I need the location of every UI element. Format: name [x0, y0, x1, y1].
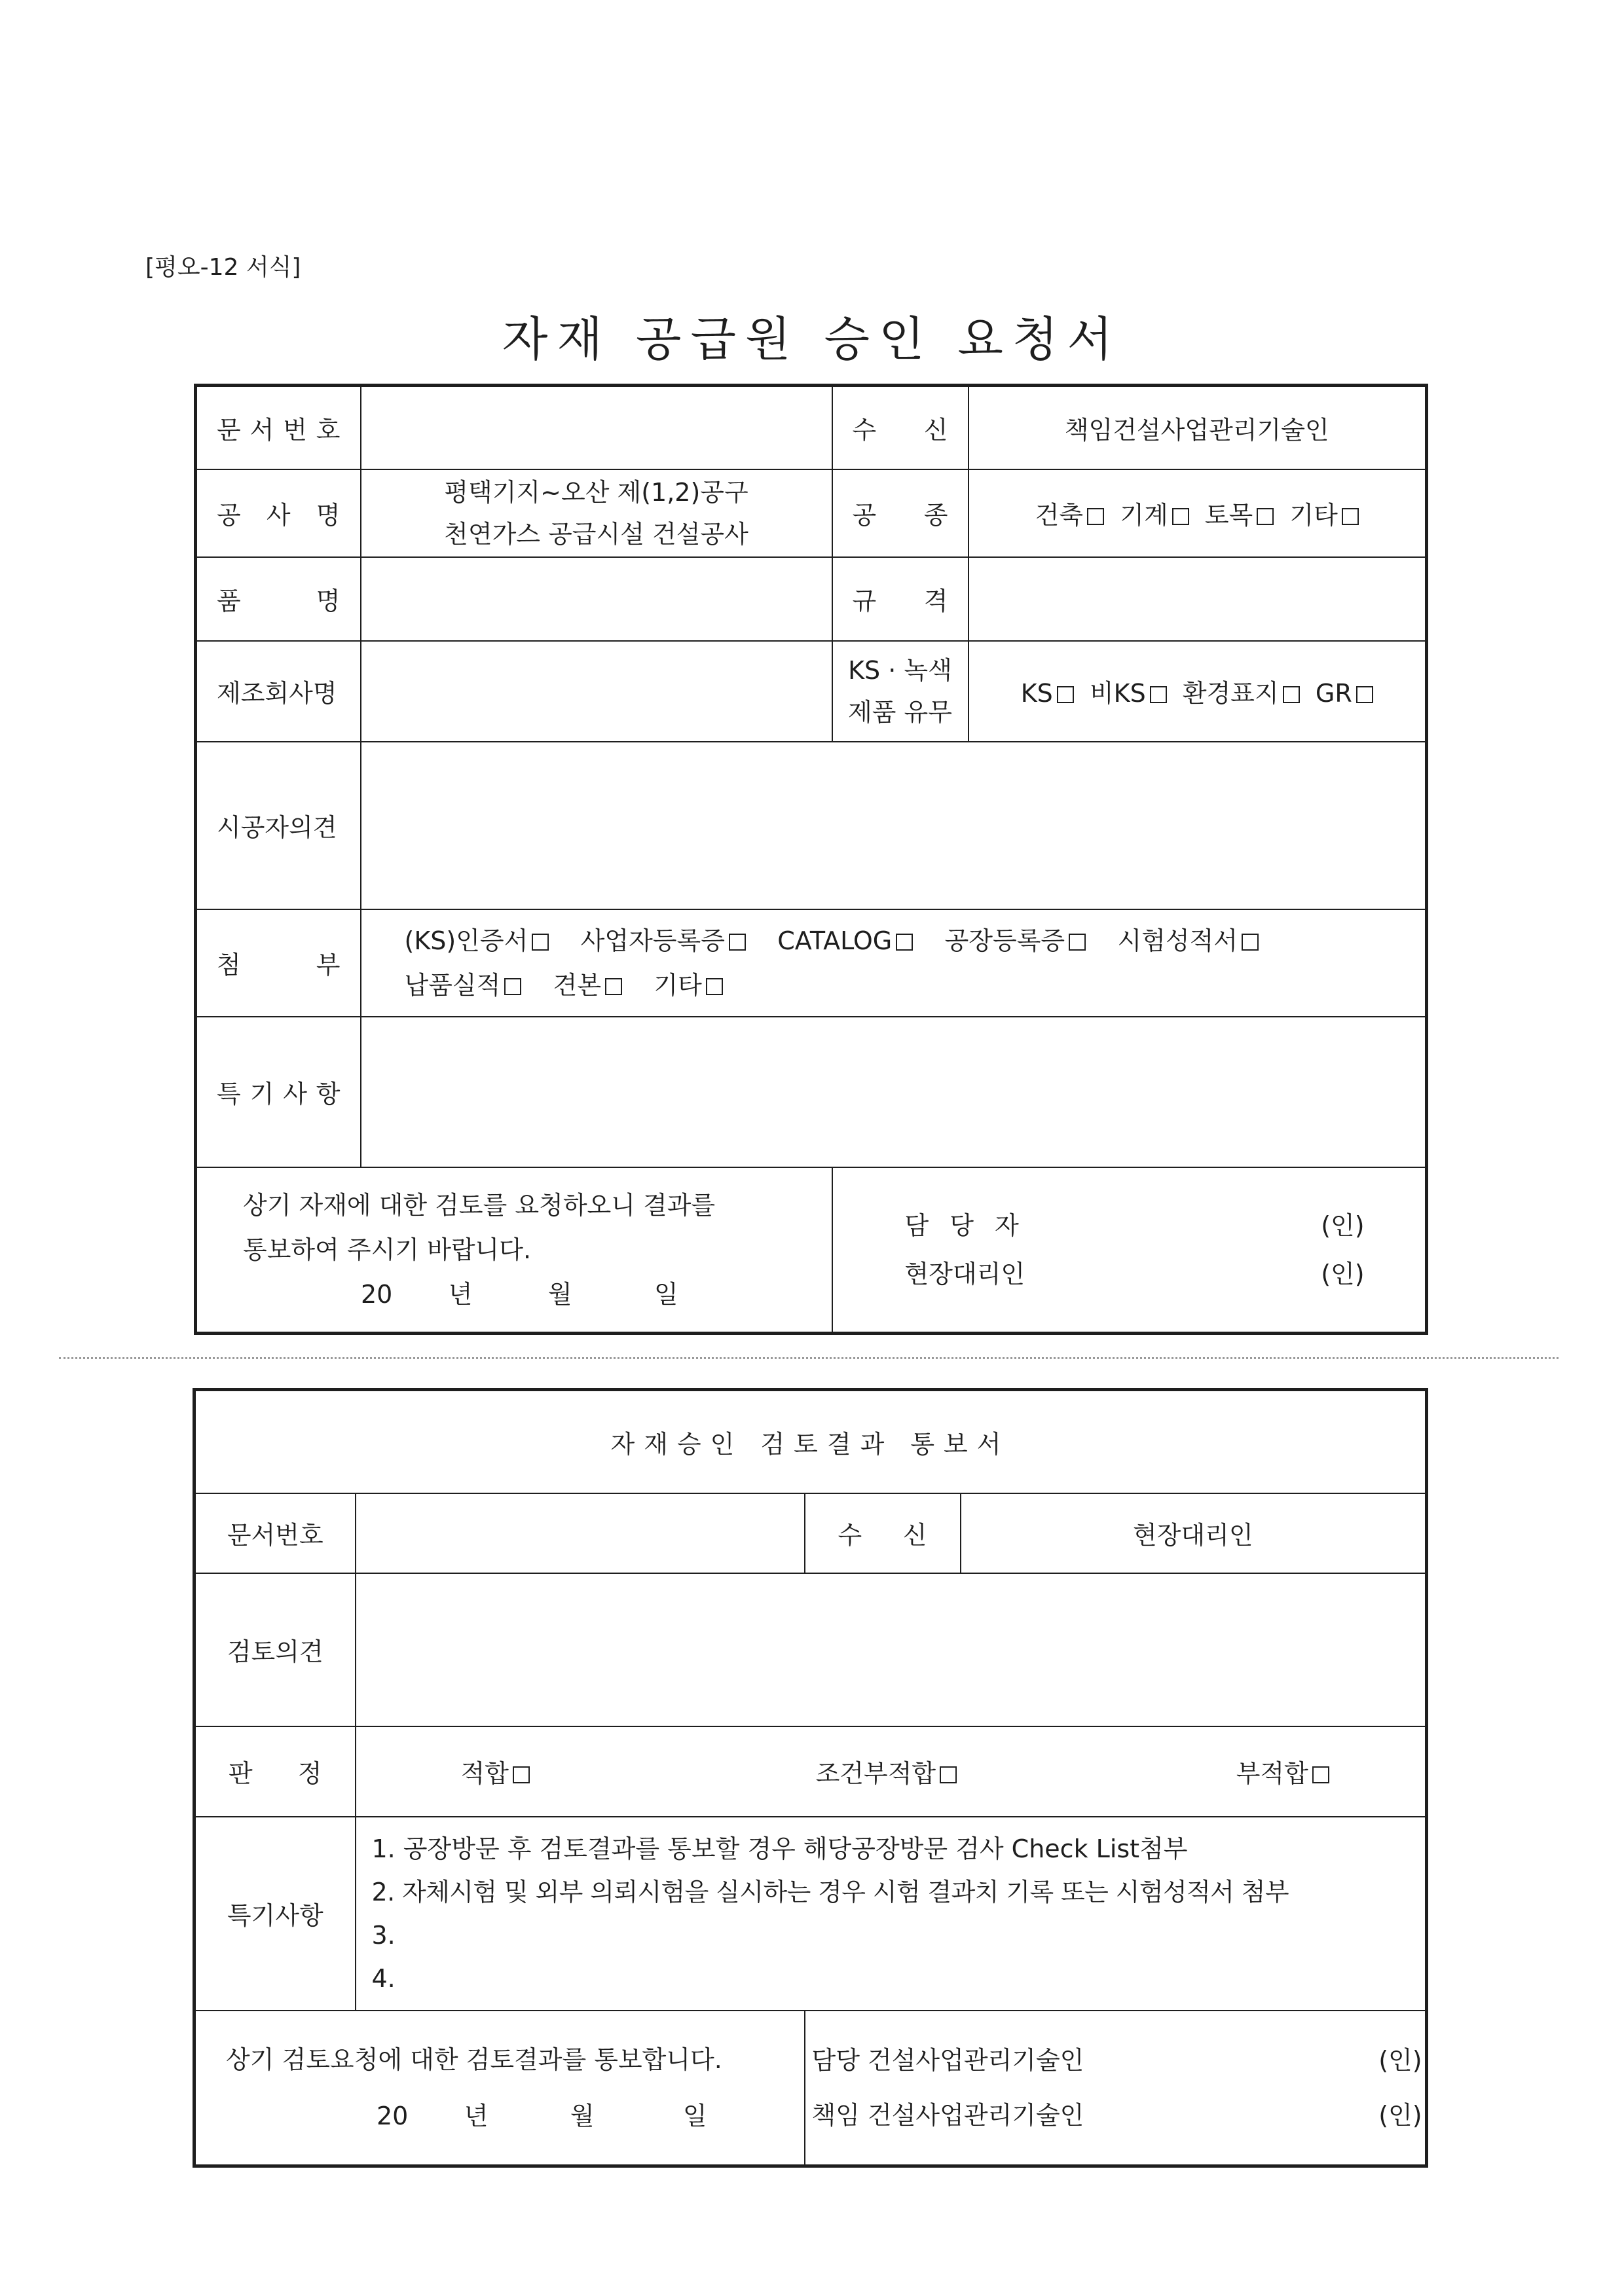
checkbox[interactable] [1150, 686, 1167, 703]
checkbox[interactable] [504, 978, 521, 995]
ks-option-gr[interactable]: GR [1316, 679, 1373, 708]
judgement-pass[interactable]: 적합 [461, 1753, 808, 1789]
checkbox[interactable] [1342, 508, 1359, 525]
attach-test-report[interactable]: 시험성적서 [1117, 926, 1259, 955]
work-type-mechanical[interactable]: 기계 [1120, 495, 1189, 531]
recipient-value[interactable]: 책임건설사업관리기술인 [969, 386, 1427, 469]
form-code: [평오-12 서식] [145, 254, 301, 281]
checkbox[interactable] [1283, 686, 1300, 703]
signer-staff-row[interactable]: 담 당 자 (인) [904, 1211, 1365, 1240]
result-form [193, 1388, 1428, 2168]
attach-options [361, 909, 1427, 1017]
checkbox[interactable] [1312, 1766, 1329, 1783]
contractor-opinion-field[interactable] [361, 742, 1427, 909]
row-result-remarks [194, 1817, 1427, 2011]
checkbox[interactable] [706, 978, 723, 995]
cut-line [59, 1357, 1559, 1359]
request-form [194, 384, 1428, 1335]
checkbox[interactable] [1087, 508, 1104, 525]
checkbox[interactable] [940, 1766, 957, 1783]
request-signers [832, 1167, 1427, 1334]
item-label: 품 명 [217, 587, 341, 615]
result-remarks-label: 특기사항 [194, 1817, 356, 2011]
signer-site-agent-row[interactable]: 현장대리인 (인) [904, 1259, 1365, 1288]
attach-row-1 [405, 919, 1426, 963]
checkbox[interactable] [513, 1766, 530, 1783]
row-result-title [194, 1390, 1427, 1493]
row-result-doc-no [194, 1493, 1427, 1573]
judgement-fail[interactable]: 부적합 [1236, 1759, 1329, 1788]
attach-other[interactable]: 기타 [654, 971, 722, 1000]
work-type-label: 공 종 [852, 501, 948, 530]
row-project [196, 469, 1427, 557]
result-recipient-label: 수 신 [838, 1521, 927, 1550]
ks-label: KS · 녹색 제품 유무 [832, 641, 969, 742]
project-label: 공 사 명 [217, 501, 341, 530]
row-contractor-opinion [196, 742, 1427, 909]
doc-no-label: 문 서 번 호 [217, 415, 341, 445]
checkbox[interactable] [1257, 508, 1274, 525]
row-result-sign [194, 2011, 1427, 2166]
checkbox[interactable] [896, 934, 913, 951]
judgement-label: 판 정 [229, 1759, 322, 1788]
maker-field[interactable] [361, 641, 832, 742]
checkbox[interactable] [1172, 508, 1189, 525]
spec-label: 규 격 [852, 587, 948, 615]
remark-item-2: 2. 자체시험 및 외부 의뢰시험을 실시하는 경우 시험 결과치 기록 또는 시험성적서 첨부 [371, 1877, 1289, 1906]
result-doc-no-label: 문서번호 [194, 1493, 356, 1573]
spec-field[interactable] [969, 557, 1427, 641]
work-type-architecture[interactable]: 건축 [1035, 495, 1104, 531]
signer-cm-chief-row[interactable]: 책임 건설사업관리기술인 (인) [811, 2100, 1422, 2130]
judgement-options [356, 1726, 1427, 1817]
result-remarks-list [356, 1817, 1427, 2011]
recipient-label: 수 신 [852, 415, 948, 445]
ks-option-eco-label[interactable]: 환경표지 [1183, 673, 1300, 709]
work-type-other[interactable]: 기타 [1289, 495, 1358, 531]
maker-label: 제조회사명 [217, 679, 337, 708]
checkbox[interactable] [532, 934, 549, 951]
result-doc-no-field[interactable] [356, 1493, 805, 1573]
work-type-options [969, 469, 1427, 557]
checkbox[interactable] [1057, 686, 1074, 703]
result-date[interactable]: 20 년 월 일 [377, 2101, 707, 2130]
judgement-conditional[interactable]: 조건부적합 [816, 1753, 1228, 1789]
attach-delivery-record[interactable]: 납품실적 [405, 971, 522, 1000]
row-maker [196, 641, 1427, 742]
row-doc-no [196, 386, 1427, 469]
doc-no-field[interactable] [361, 386, 832, 469]
project-line-1: 평택기지~오산 제(1,2)공구 [444, 477, 748, 507]
contractor-opinion-label: 시공자의견 [217, 813, 337, 842]
review-opinion-field[interactable] [356, 1573, 1427, 1726]
attach-label: 첨 부 [217, 951, 341, 979]
review-opinion-label: 검토의견 [194, 1573, 356, 1726]
remark-item-4: 4. [371, 1963, 396, 1993]
result-statement: 상기 검토요청에 대한 검토결과를 통보합니다. 20 년 월 일 [194, 2011, 805, 2166]
checkbox[interactable] [729, 934, 746, 951]
checkbox[interactable] [605, 978, 622, 995]
ks-option-ks[interactable]: KS [1021, 679, 1074, 708]
attach-sample[interactable]: 견본 [553, 971, 622, 1000]
attach-catalog[interactable]: CATALOG [777, 926, 913, 955]
row-request-sign [196, 1167, 1427, 1334]
attach-ks-cert[interactable]: (KS)인증서 [405, 926, 549, 955]
remark-item-1: 1. 공장방문 후 검토결과를 통보할 경우 해당공장방문 검사 Check List첨부 [371, 1834, 1188, 1863]
remarks-field[interactable] [361, 1017, 1427, 1167]
row-attachments [196, 909, 1427, 1017]
row-review-opinion [194, 1573, 1427, 1726]
result-recipient-value[interactable]: 현장대리인 [961, 1493, 1427, 1573]
project-name-field[interactable] [361, 469, 832, 557]
request-statement: 상기 자재에 대한 검토를 요청하오니 결과를 통보하여 주시기 바랍니다. 20 년 월 일 [196, 1167, 832, 1334]
ks-option-non-ks[interactable]: 비KS [1090, 673, 1167, 709]
request-date[interactable]: 20 년 월 일 [361, 1279, 678, 1309]
row-judgement [194, 1726, 1427, 1817]
item-field[interactable] [361, 557, 832, 641]
row-item [196, 557, 1427, 641]
checkbox[interactable] [1356, 686, 1373, 703]
row-remarks [196, 1017, 1427, 1167]
attach-row-2 [405, 963, 1426, 1008]
result-title: 자재승인 검토결과 통보서 [194, 1390, 1427, 1493]
project-line-2: 천연가스 공급시설 건설공사 [444, 519, 748, 549]
remarks-label: 특 기 사 항 [217, 1080, 341, 1108]
checkbox[interactable] [1069, 934, 1086, 951]
ks-options [969, 641, 1427, 742]
remark-item-3: 3. [371, 1920, 396, 1950]
attach-factory-reg[interactable]: 공장등록증 [945, 926, 1086, 955]
result-signers [805, 2011, 1427, 2166]
attach-business-reg[interactable]: 사업자등록증 [581, 926, 746, 955]
checkbox[interactable] [1242, 934, 1259, 951]
work-type-civil[interactable]: 토목 [1205, 495, 1274, 531]
request-title: 자재 공급원 승인 요청서 [502, 312, 1122, 367]
signer-cm-staff-row[interactable]: 담당 건설사업관리기술인 (인) [811, 2045, 1422, 2075]
